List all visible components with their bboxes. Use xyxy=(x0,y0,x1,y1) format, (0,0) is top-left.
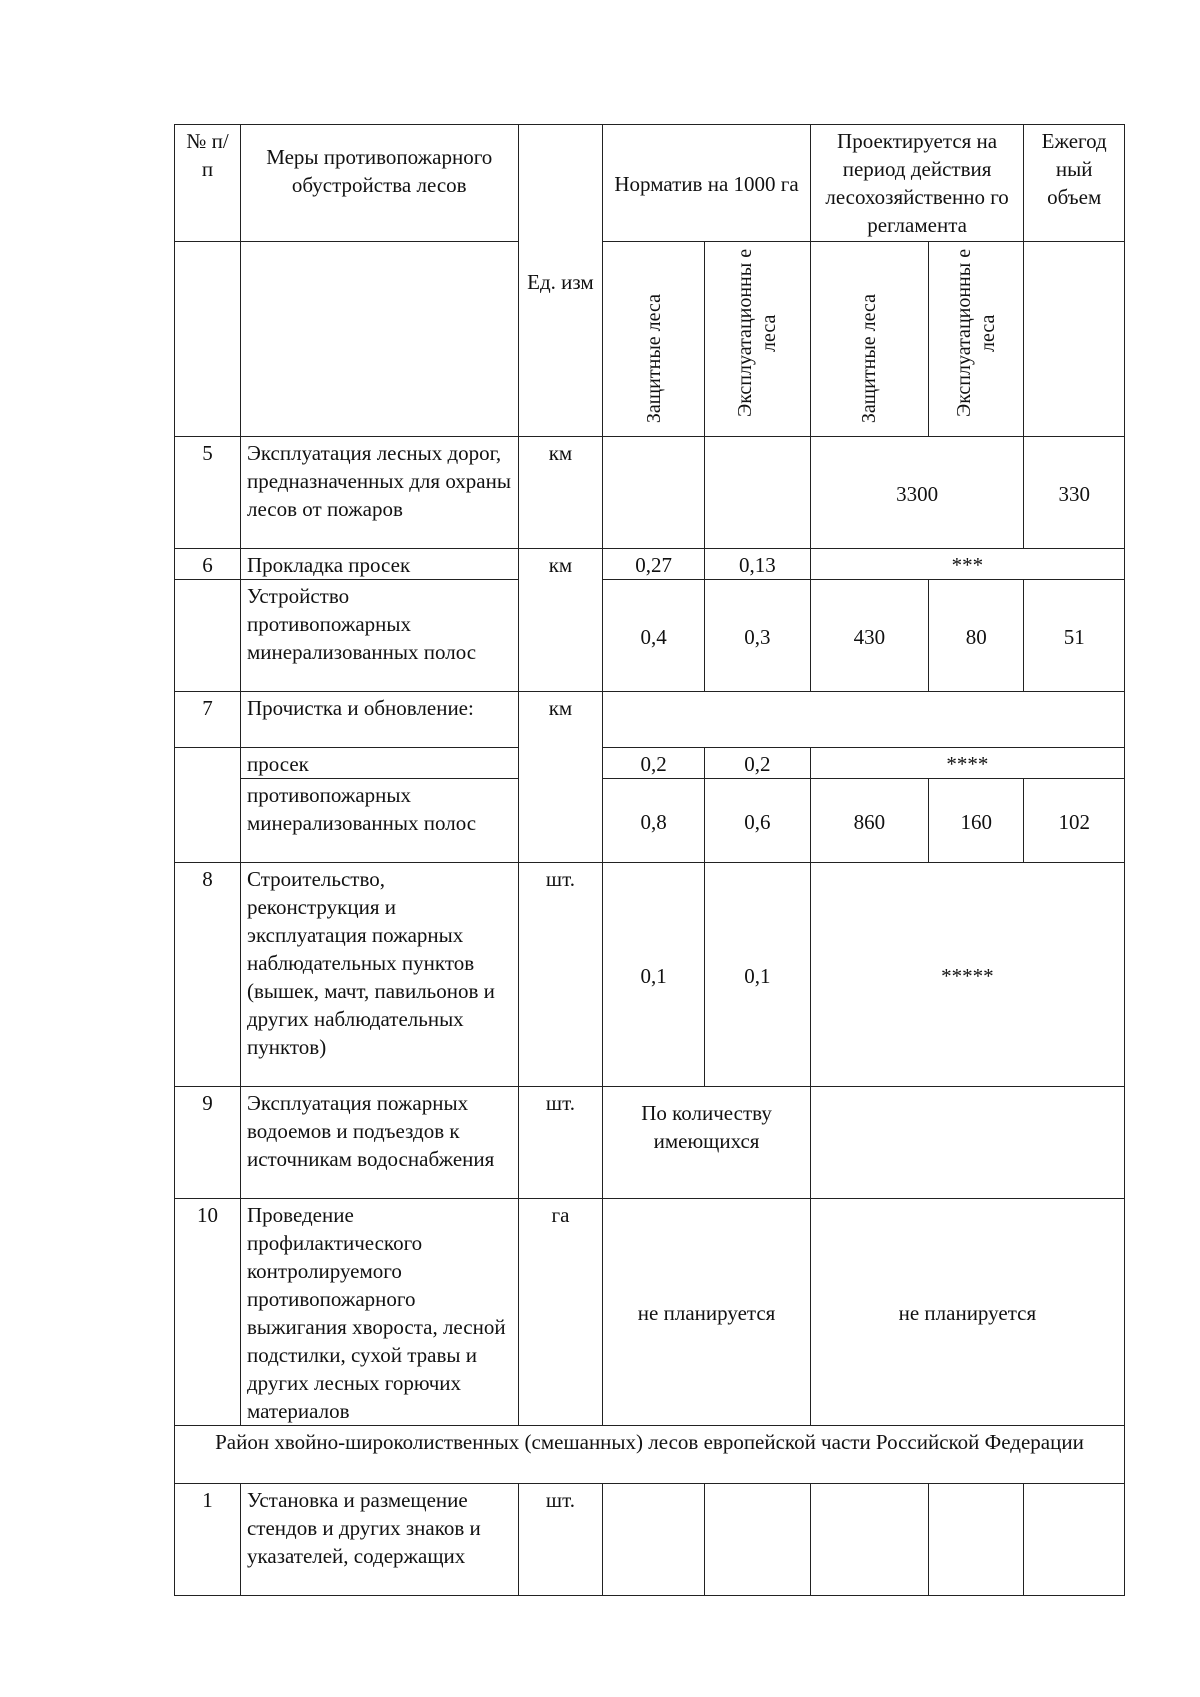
row-norm-protective: 0,8 xyxy=(603,779,705,863)
row-projected: ***** xyxy=(810,863,1124,1087)
row-measure: Установка и размещение стендов и других знаков и указателей, содержащих xyxy=(240,1484,518,1596)
row-proj-exploitation xyxy=(929,1484,1024,1596)
row-num: 6 xyxy=(175,549,241,580)
header-blank-num xyxy=(175,242,241,437)
table-row xyxy=(175,1087,1125,1199)
row-projected xyxy=(810,1087,1124,1199)
row-projected: не планируется xyxy=(810,1199,1124,1426)
row-num xyxy=(175,580,241,692)
row-unit: шт. xyxy=(518,1087,603,1199)
fire-measures-table xyxy=(174,124,1125,1596)
row-measure: Строительство, реконструкция и эксплуатация пожарных наблюдательных пунктов (вышек, мачт, павильонов и других наблюдательных пунктов) xyxy=(240,863,518,1087)
row-proj-exploitation: 80 xyxy=(929,580,1024,692)
row-norm-protective: 0,2 xyxy=(603,748,705,779)
row-unit: га xyxy=(518,1199,603,1426)
table-row xyxy=(175,779,1125,863)
row-proj-protective: 430 xyxy=(810,580,928,692)
section-row xyxy=(175,1426,1125,1484)
row-measure: Эксплуатация пожарных водоемов и подъездов к источникам водоснабжения xyxy=(240,1087,518,1199)
header-protective-projected: Защитные леса xyxy=(810,242,928,437)
row-norm-protective: 0,1 xyxy=(603,863,705,1087)
row-num: 5 xyxy=(175,437,241,549)
header-norm: Норматив на 1000 га xyxy=(603,125,810,242)
row-norm-protective xyxy=(603,437,705,549)
header-blank-annual xyxy=(1024,242,1125,437)
row-norm: не планируется xyxy=(603,1199,810,1426)
row-norm-exploitation: 0,2 xyxy=(704,748,810,779)
row-unit: шт. xyxy=(518,1484,603,1596)
row-annual xyxy=(1024,1484,1125,1596)
row-num: 8 xyxy=(175,863,241,1087)
header-blank-measures xyxy=(240,242,518,437)
table-row xyxy=(175,549,1125,580)
row-unit: км xyxy=(518,692,603,863)
row-norm-exploitation: 0,6 xyxy=(704,779,810,863)
row-num: 10 xyxy=(175,1199,241,1426)
row-unit: км xyxy=(518,549,603,692)
row-norm-protective: 0,27 xyxy=(603,549,705,580)
header-num: № п/п xyxy=(175,125,241,242)
table-row xyxy=(175,1484,1125,1596)
row-norm-protective: 0,4 xyxy=(603,580,705,692)
row-annual: 102 xyxy=(1024,779,1125,863)
row-projected: **** xyxy=(810,748,1124,779)
header-annual: Ежегод ный объем xyxy=(1024,125,1125,242)
row-projected: *** xyxy=(810,549,1124,580)
header-unit: Ед. изм xyxy=(518,125,603,437)
row-norm-exploitation: 0,1 xyxy=(704,863,810,1087)
header-protective: Защитные леса xyxy=(603,242,705,437)
row-proj-protective: 860 xyxy=(810,779,928,863)
table-row xyxy=(175,863,1125,1087)
row-measure: Прокладка просек xyxy=(240,549,518,580)
table-row xyxy=(175,580,1125,692)
row-proj-exploitation: 160 xyxy=(929,779,1024,863)
section-title: Район хвойно-широколиственных (смешанных) лесов европейской части Российской Федерации xyxy=(175,1426,1125,1484)
row-num: 9 xyxy=(175,1087,241,1199)
header-exploitation-projected: Эксплуатационны е леса xyxy=(929,242,1024,437)
row-annual: 51 xyxy=(1024,580,1125,692)
row-projected: 3300 xyxy=(810,437,1024,549)
row-num xyxy=(175,748,241,863)
table-row xyxy=(175,748,1125,779)
header-projected: Проектируется на период действия лесохозяйственно го регламента xyxy=(810,125,1024,242)
header-exploitation: Эксплуатационны е леса xyxy=(704,242,810,437)
row-norm-exploitation: 0,3 xyxy=(704,580,810,692)
table-row xyxy=(175,1199,1125,1426)
header-row-2 xyxy=(175,242,1125,437)
row-measure: Устройство противопожарных минерализованных полос xyxy=(240,580,518,692)
row-measure: противопожарных минерализованных полос xyxy=(240,779,518,863)
row-empty xyxy=(603,692,1125,748)
header-row-1 xyxy=(175,125,1125,242)
row-num: 7 xyxy=(175,692,241,748)
table-row xyxy=(175,437,1125,549)
row-norm-exploitation xyxy=(704,437,810,549)
row-num: 1 xyxy=(175,1484,241,1596)
row-measure: Проведение профилактического контролируемого противопожарного выжигания хвороста, лесной подстилки, сухой травы и других лесных горючих материалов xyxy=(240,1199,518,1426)
row-proj-protective xyxy=(810,1484,928,1596)
row-norm-exploitation xyxy=(704,1484,810,1596)
row-measure: Прочистка и обновление: xyxy=(240,692,518,748)
row-unit: шт. xyxy=(518,863,603,1087)
row-norm-protective xyxy=(603,1484,705,1596)
row-unit: км xyxy=(518,437,603,549)
row-annual: 330 xyxy=(1024,437,1125,549)
row-norm-exploitation: 0,13 xyxy=(704,549,810,580)
row-measure: просек xyxy=(240,748,518,779)
header-measures: Меры противопожарного обустройства лесов xyxy=(240,125,518,242)
table-row xyxy=(175,692,1125,748)
row-norm: По количеству имеющихся xyxy=(603,1087,810,1199)
row-measure: Эксплуатация лесных дорог, предназначенных для охраны лесов от пожаров xyxy=(240,437,518,549)
